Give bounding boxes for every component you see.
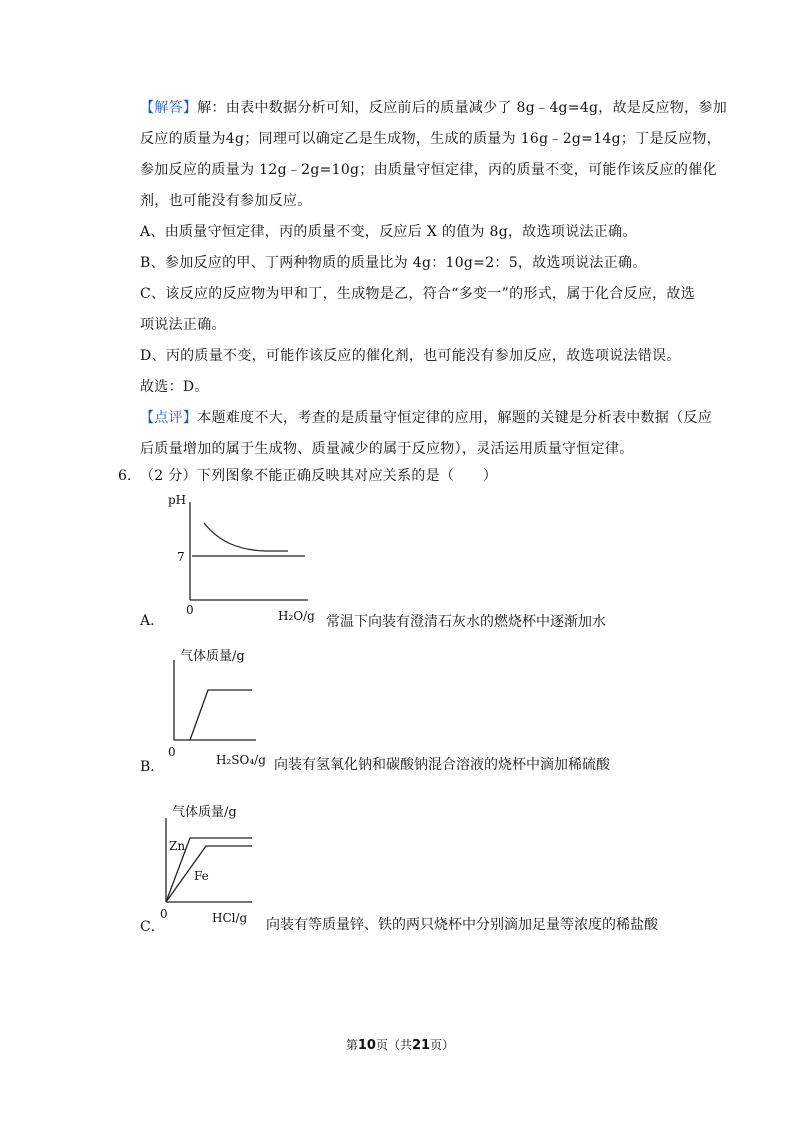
answer-line-1: [140, 98, 727, 118]
option-a-ref-label: 7: [177, 550, 185, 564]
option-b-label: B．: [140, 759, 165, 775]
answer-option-d: D、丙的质量不变，可能作该反应的催化剂，也可能没有参加反应，故选项说法错误。: [140, 348, 681, 364]
option-c-label: C．: [140, 919, 165, 935]
answer-option-c: C、该反应的反应物为甲和丁，生成物是乙，符合“多变一”的形式，属于化合反应，故选: [140, 286, 696, 302]
question-number: 6.: [118, 468, 132, 484]
option-a-ylabel: pH: [168, 493, 187, 507]
answer-option-b: B、参加反应的甲、丁两种物质的质量比为 4g：10g=2：5，故选项说法正确。: [140, 255, 647, 271]
page-footer: [0, 1036, 800, 1053]
fe-curve: [166, 846, 252, 902]
series-label-fe: Fe: [194, 869, 209, 883]
footer-middle: 页（共: [375, 1038, 412, 1052]
answer-text: 解：由表中数据分析可知，反应前后的质量减少了 8g﹣4g=4g，故是反应物，参加: [197, 100, 727, 116]
option-c-xlabel: HCl/g: [212, 911, 248, 925]
comment-line-2: 后质量增加的属于生成物、质量减少的属于反应物），灵活运用质量守恒定律。: [140, 441, 634, 457]
answer-option-a: A、由质量守恒定律，丙的质量不变，反应后 X 的值为 8g，故选项说法正确。: [140, 224, 637, 240]
option-b-graph: [160, 642, 280, 774]
option-a-graph: [160, 488, 320, 628]
option-c-origin: 0: [160, 907, 168, 921]
answer-line-2: 反应的质量为4g；同理可以确定乙是生成物，生成的质量为 16g﹣2g=14g；丁是反应物，: [140, 131, 721, 147]
option-b-xlabel: H₂SO₄/g: [216, 753, 266, 767]
option-c-graph: [156, 800, 266, 932]
series-label-zn: Zn: [169, 839, 186, 853]
option-c-caption: 向装有等质量锌、铁的两只烧杯中分别滴加足量等浓度的稀盐酸: [266, 917, 658, 933]
answer-option-c-cont: 项说法正确。: [140, 317, 226, 333]
option-a-label: A．: [140, 613, 165, 629]
footer-page-number: 10: [357, 1038, 376, 1053]
footer-suffix: 页）: [430, 1038, 455, 1052]
comment-text: 本题难度不大，考查的是质量守恒定律的应用，解题的关键是分析表中数据（反应: [197, 410, 713, 426]
option-b-ylabel: 气体质量/g: [180, 649, 245, 664]
answer-tag: 【解答】: [140, 100, 198, 116]
answer-line-3: 参加反应的质量为 12g﹣2g=10g；由质量守恒定律，丙的质量不变，可能作该反应的催化: [140, 162, 717, 178]
footer-total-pages: 21: [412, 1038, 431, 1053]
answer-line-4: 剂，也可能没有参加反应。: [140, 193, 312, 209]
question-text: （2 分）下列图象不能正确反映其对应关系的是（ ）: [140, 468, 498, 484]
option-a-xlabel: H₂O/g: [278, 609, 315, 623]
answer-conclusion: 故选：D。: [140, 379, 209, 395]
footer-prefix: 第: [345, 1038, 358, 1052]
option-c-ylabel: 气体质量/g: [172, 805, 237, 820]
option-b-origin: 0: [168, 745, 176, 759]
comment-line-1: [140, 408, 712, 428]
option-a-origin: 0: [186, 603, 194, 617]
comment-tag: 【点评】: [140, 410, 198, 426]
option-a-caption: 常温下向装有澄清石灰水的燃烧杯中逐渐加水: [326, 614, 606, 630]
option-b-caption: 向装有氢氧化钠和碳酸钠混合溶液的烧杯中滴加稀硫酸: [274, 757, 610, 773]
